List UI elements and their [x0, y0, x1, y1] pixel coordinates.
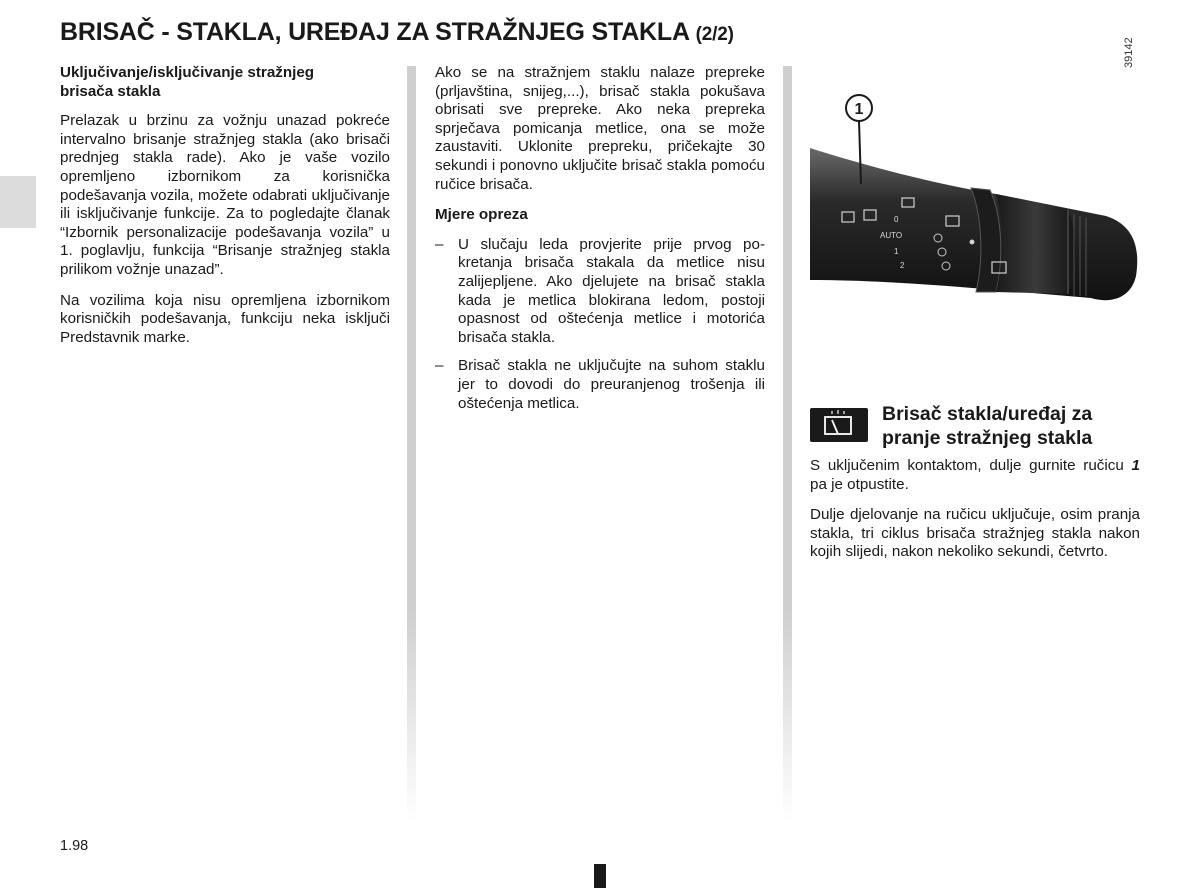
title-part-indicator: (2/2) — [695, 24, 734, 45]
page-title — [60, 18, 734, 47]
figure-reference-code: 39142 — [1123, 37, 1135, 68]
wiper-stalk-figure — [806, 66, 1151, 375]
list-item: – U slučaju leda provjerite prije prvog pokretanja brisača stakala da metlice nisu zalijepljene. Ako djelujete na brisač stakla kada je metlica blokirana ledom, postoji opasnost od oštećenja metlice i motorića brisača stakla. — [435, 235, 765, 346]
column-left — [60, 64, 390, 359]
stalk-label-0: 0 — [894, 215, 899, 224]
column-separator — [407, 66, 416, 822]
paragraph-dealer-disable: Na vozilima koja nisu opremljena izbornikom korisničkih podešavanja, funkciju neka isključi Predstavnik marke. — [60, 291, 390, 346]
stalk-label-1: 1 — [894, 247, 899, 256]
section-heading-rear-wiper-washer: Brisač stakla/uređaj za pranje stražnjeg stakla — [882, 403, 1093, 449]
title-text: BRISAČ - STAKLA, UREĐAJ ZA STRAŽNJEG STAKLA — [60, 18, 689, 46]
caution-list — [435, 236, 765, 413]
caution-heading: Mjere opreza — [435, 206, 528, 224]
column-separator — [783, 66, 792, 822]
callout-number: 1 — [854, 101, 864, 118]
chapter-side-tab — [0, 176, 36, 228]
stalk-reference-number: 1 — [1131, 457, 1140, 474]
stalk-label-auto: AUTO — [880, 231, 903, 240]
wiper-stalk-illustration — [806, 66, 1151, 375]
list-item: – Brisač stakla ne uključujte na suhom staklu jer to dovodi do preuranjenog trošenja ili oštećenja metlica. — [435, 357, 765, 412]
stalk-label-2: 2 — [900, 261, 905, 270]
paragraph-push-stalk: S uključenim kontaktom, dulje gurnite ručicu 1 pa je otpustite. — [810, 457, 1140, 493]
column-right — [810, 402, 1140, 574]
column-middle — [435, 64, 765, 423]
page-number: 1.98 — [60, 838, 89, 854]
page-edge-marker — [594, 864, 606, 888]
paragraph-long-press-cycles: Dulje djelovanje na ručicu uključuje, osim pranja stakla, tri ciklus brisača stražnjeg stakla nakon kojih slijedi, nakon nekoliko sekundi, četvrto. — [810, 506, 1140, 561]
section-heading-rear-wiper-toggle: Uključivanje/isključivanje stražnjeg brisača stakla — [60, 64, 315, 100]
paragraph-obstacles: Ako se na stražnjem staklu nalaze prepreke (prljavština, snijeg,...), brisač stakla pokušava obrisati sve prepreke. Ako neka prepreka sprječava pomicanja metlice, ona se može zaustaviti. Uklonite prepreku, pričekajte 30 sekundi i ponovno uključite brisač stakla pomoću ručice brisača. — [435, 64, 765, 193]
paragraph-reverse-gear-wiping: Prelazak u brzinu za vožnju unazad pokreće intervalno brisanje stražnjeg stakla (ako brisači prednjeg stakla rade). Ako je vaše vozilo opremljeno izbornikom za korisnička podešavanja vozila, možete odabrati uključivanje ili isključivanje funkcije. Za to pogledajte članak “Izbornik personalizacije podešavanja vozila” u 1. poglavlju, funkcija “Brisanje stražnjeg stakla prilikom vožnje unazad”. — [60, 112, 390, 278]
